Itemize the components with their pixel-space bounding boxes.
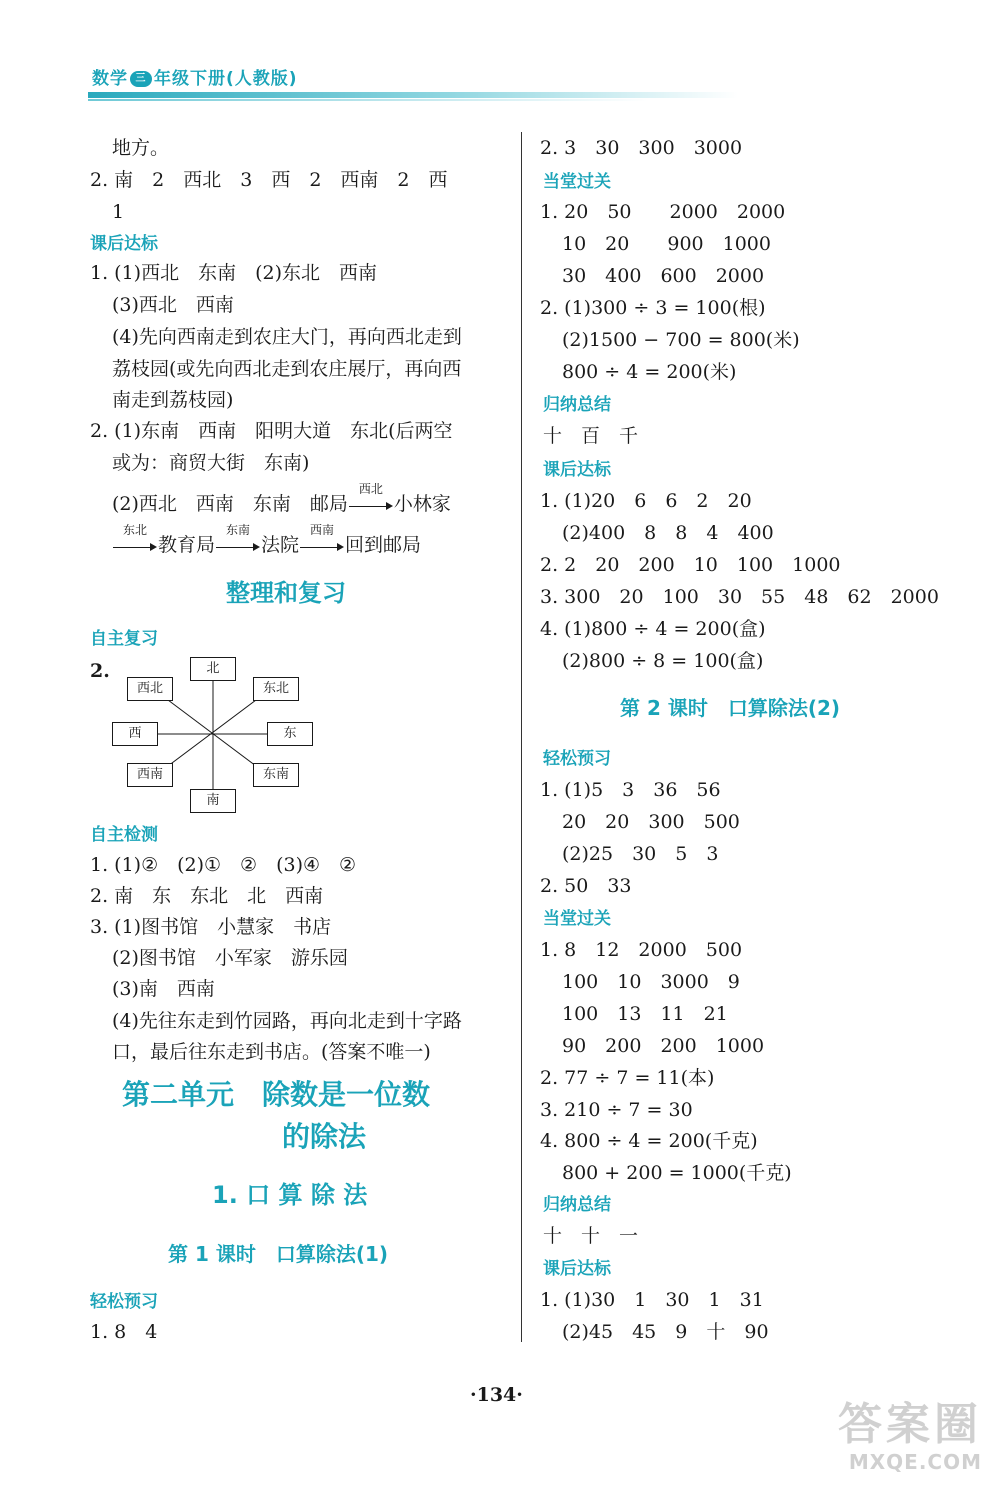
text-line: 地方。 [112, 137, 170, 159]
direction-arrow [300, 523, 344, 553]
text-line: 2. 2 20 200 10 100 1000 [540, 554, 841, 576]
route-line-1 [112, 482, 451, 517]
grade-badge: 三 [130, 71, 152, 87]
text-line: 1. 20 50 2000 2000 [540, 201, 786, 223]
arrow-label: 东北 [122, 523, 147, 537]
text-line: 十 百 千 [543, 425, 639, 447]
header-subject: 数学 [92, 69, 128, 89]
text-line: 800 + 200 = 1000(千克) [562, 1162, 792, 1184]
compass-northwest: 西北 [127, 677, 173, 701]
lesson-title: 第 2 课时 口算除法(2) [620, 696, 841, 720]
text-line: 1. (1)30 1 30 1 31 [540, 1289, 764, 1311]
section-heading: 自主复习 [90, 629, 158, 649]
section-heading: 当堂过关 [543, 909, 611, 929]
text-line: (2)1500 − 700 = 800(米) [562, 329, 800, 351]
text-line: 2. 3 30 300 3000 [540, 137, 743, 159]
route-text: 小林家 [393, 493, 451, 515]
direction-arrow [216, 523, 260, 553]
text-line: 十 十 一 [543, 1225, 639, 1247]
route-text: 教育局 [158, 534, 216, 556]
text-line: (3)西北 西南 [112, 294, 234, 316]
text-line: (2)400 8 8 4 400 [562, 522, 774, 544]
text-line: 2. 南 2 西北 3 西 2 西南 2 西 [90, 169, 448, 191]
text-line: 南走到荔枝园) [112, 389, 234, 411]
text-line: 1. (1)② (2)① ② (3)④ ② [90, 854, 357, 876]
header-grade: 年级下册(人教版) [154, 69, 298, 89]
section-heading: 课后达标 [543, 1259, 611, 1279]
watermark-logo: 答案圈 [838, 1399, 982, 1450]
text-line: 3. 210 ÷ 7 = 30 [540, 1099, 693, 1121]
diagram-number: 2. [90, 660, 110, 682]
section-heading: 轻松预习 [543, 749, 611, 769]
text-line: 1. (1)20 6 6 2 20 [540, 490, 752, 512]
watermark-url: MXQE.COM [848, 1450, 982, 1474]
arrow-label: 西北 [358, 482, 383, 496]
route-text: (2)西北 西南 东南 邮局 [112, 493, 348, 515]
compass-north: 北 [190, 657, 236, 681]
compass-southwest: 西南 [127, 763, 173, 787]
text-line: 2. 50 33 [540, 875, 632, 897]
text-line: 2. (1)东南 西南 阳明大道 东北(后两空 [90, 420, 453, 442]
text-line: 4. 800 ÷ 4 = 200(千克) [540, 1130, 758, 1152]
text-line: 1. 8 12 2000 500 [540, 939, 743, 961]
route-text: 回到邮局 [345, 534, 422, 556]
section-heading: 归纳总结 [543, 395, 611, 415]
text-line: 800 ÷ 4 = 200(米) [562, 361, 737, 383]
text-line: 3. (1)图书馆 小慧家 书店 [90, 916, 332, 938]
arrow-label: 西南 [310, 523, 335, 537]
column-divider [521, 132, 522, 1342]
header-bar-thin [88, 99, 648, 101]
section-heading: 轻松预习 [90, 1292, 158, 1312]
text-line: 90 200 200 1000 [562, 1035, 765, 1057]
text-line: (4)先往东走到竹园路，再向北走到十字路 [112, 1010, 462, 1032]
direction-arrow [113, 523, 157, 553]
text-line: (4)先向西南走到农庄大门，再向西北走到 [112, 326, 462, 348]
text-line: 10 20 900 1000 [562, 233, 771, 255]
text-line: 3. 300 20 100 30 55 48 62 2000 [540, 586, 939, 608]
compass-east: 东 [267, 722, 313, 746]
text-line: (2)45 45 9 十 90 [562, 1321, 769, 1343]
arrow-label: 东南 [226, 523, 251, 537]
unit-title: 第二单元 除数是一位数 [122, 1078, 431, 1111]
section-heading: 课后达标 [90, 234, 158, 254]
text-line: 荔枝园(或先向西北走到农庄展厅，再向西 [112, 358, 462, 380]
unit-title-2: 的除法 [282, 1120, 367, 1153]
text-line: (3)南 西南 [112, 978, 215, 1000]
text-line: 或为：商贸大街 东南) [112, 452, 310, 474]
route-text: 法院 [261, 534, 300, 556]
text-line: 1. (1)5 3 36 56 [540, 779, 721, 801]
text-line: (2)800 ÷ 8 = 100(盒) [562, 650, 764, 672]
watermark [838, 1400, 982, 1474]
text-line: 100 10 3000 9 [562, 971, 740, 993]
text-line: (2)25 30 5 3 [562, 843, 719, 865]
section-heading: 自主检测 [90, 825, 158, 845]
section-heading: 归纳总结 [543, 1195, 611, 1215]
page-number: ·134· [470, 1384, 523, 1406]
compass-south: 南 [190, 789, 236, 813]
text-line: 20 20 300 500 [562, 811, 740, 833]
route-line-2 [112, 523, 422, 558]
text-line: 2. (1)300 ÷ 3 = 100(根) [540, 297, 766, 319]
text-line: 1. 8 4 [90, 1321, 158, 1343]
text-line: 2. 南 东 东北 北 西南 [90, 885, 324, 907]
text-line: 1 [112, 201, 125, 223]
compass-southeast: 东南 [253, 763, 299, 787]
header-title [92, 64, 298, 89]
section-heading: 当堂过关 [543, 172, 611, 192]
text-line: 4. (1)800 ÷ 4 = 200(盒) [540, 618, 766, 640]
direction-arrow [349, 482, 393, 512]
review-title: 整理和复习 [226, 579, 346, 607]
text-line: (2)图书馆 小军家 游乐园 [112, 947, 348, 969]
text-line: 100 13 11 21 [562, 1003, 728, 1025]
text-line: 口，最后往东走到书店。(答案不唯一) [112, 1041, 431, 1063]
text-line: 2. 77 ÷ 7 = 11(本) [540, 1067, 715, 1089]
compass-west: 西 [112, 722, 158, 746]
text-line: 30 400 600 2000 [562, 265, 765, 287]
lesson-title: 第 1 课时 口算除法(1) [168, 1242, 389, 1266]
text-line: 1. (1)西北 东南 (2)东北 西南 [90, 262, 377, 284]
section-heading: 课后达标 [543, 460, 611, 480]
header-bar [88, 92, 738, 98]
compass-northeast: 东北 [253, 677, 299, 701]
subsection-title: 1. 口 算 除 法 [212, 1181, 368, 1209]
